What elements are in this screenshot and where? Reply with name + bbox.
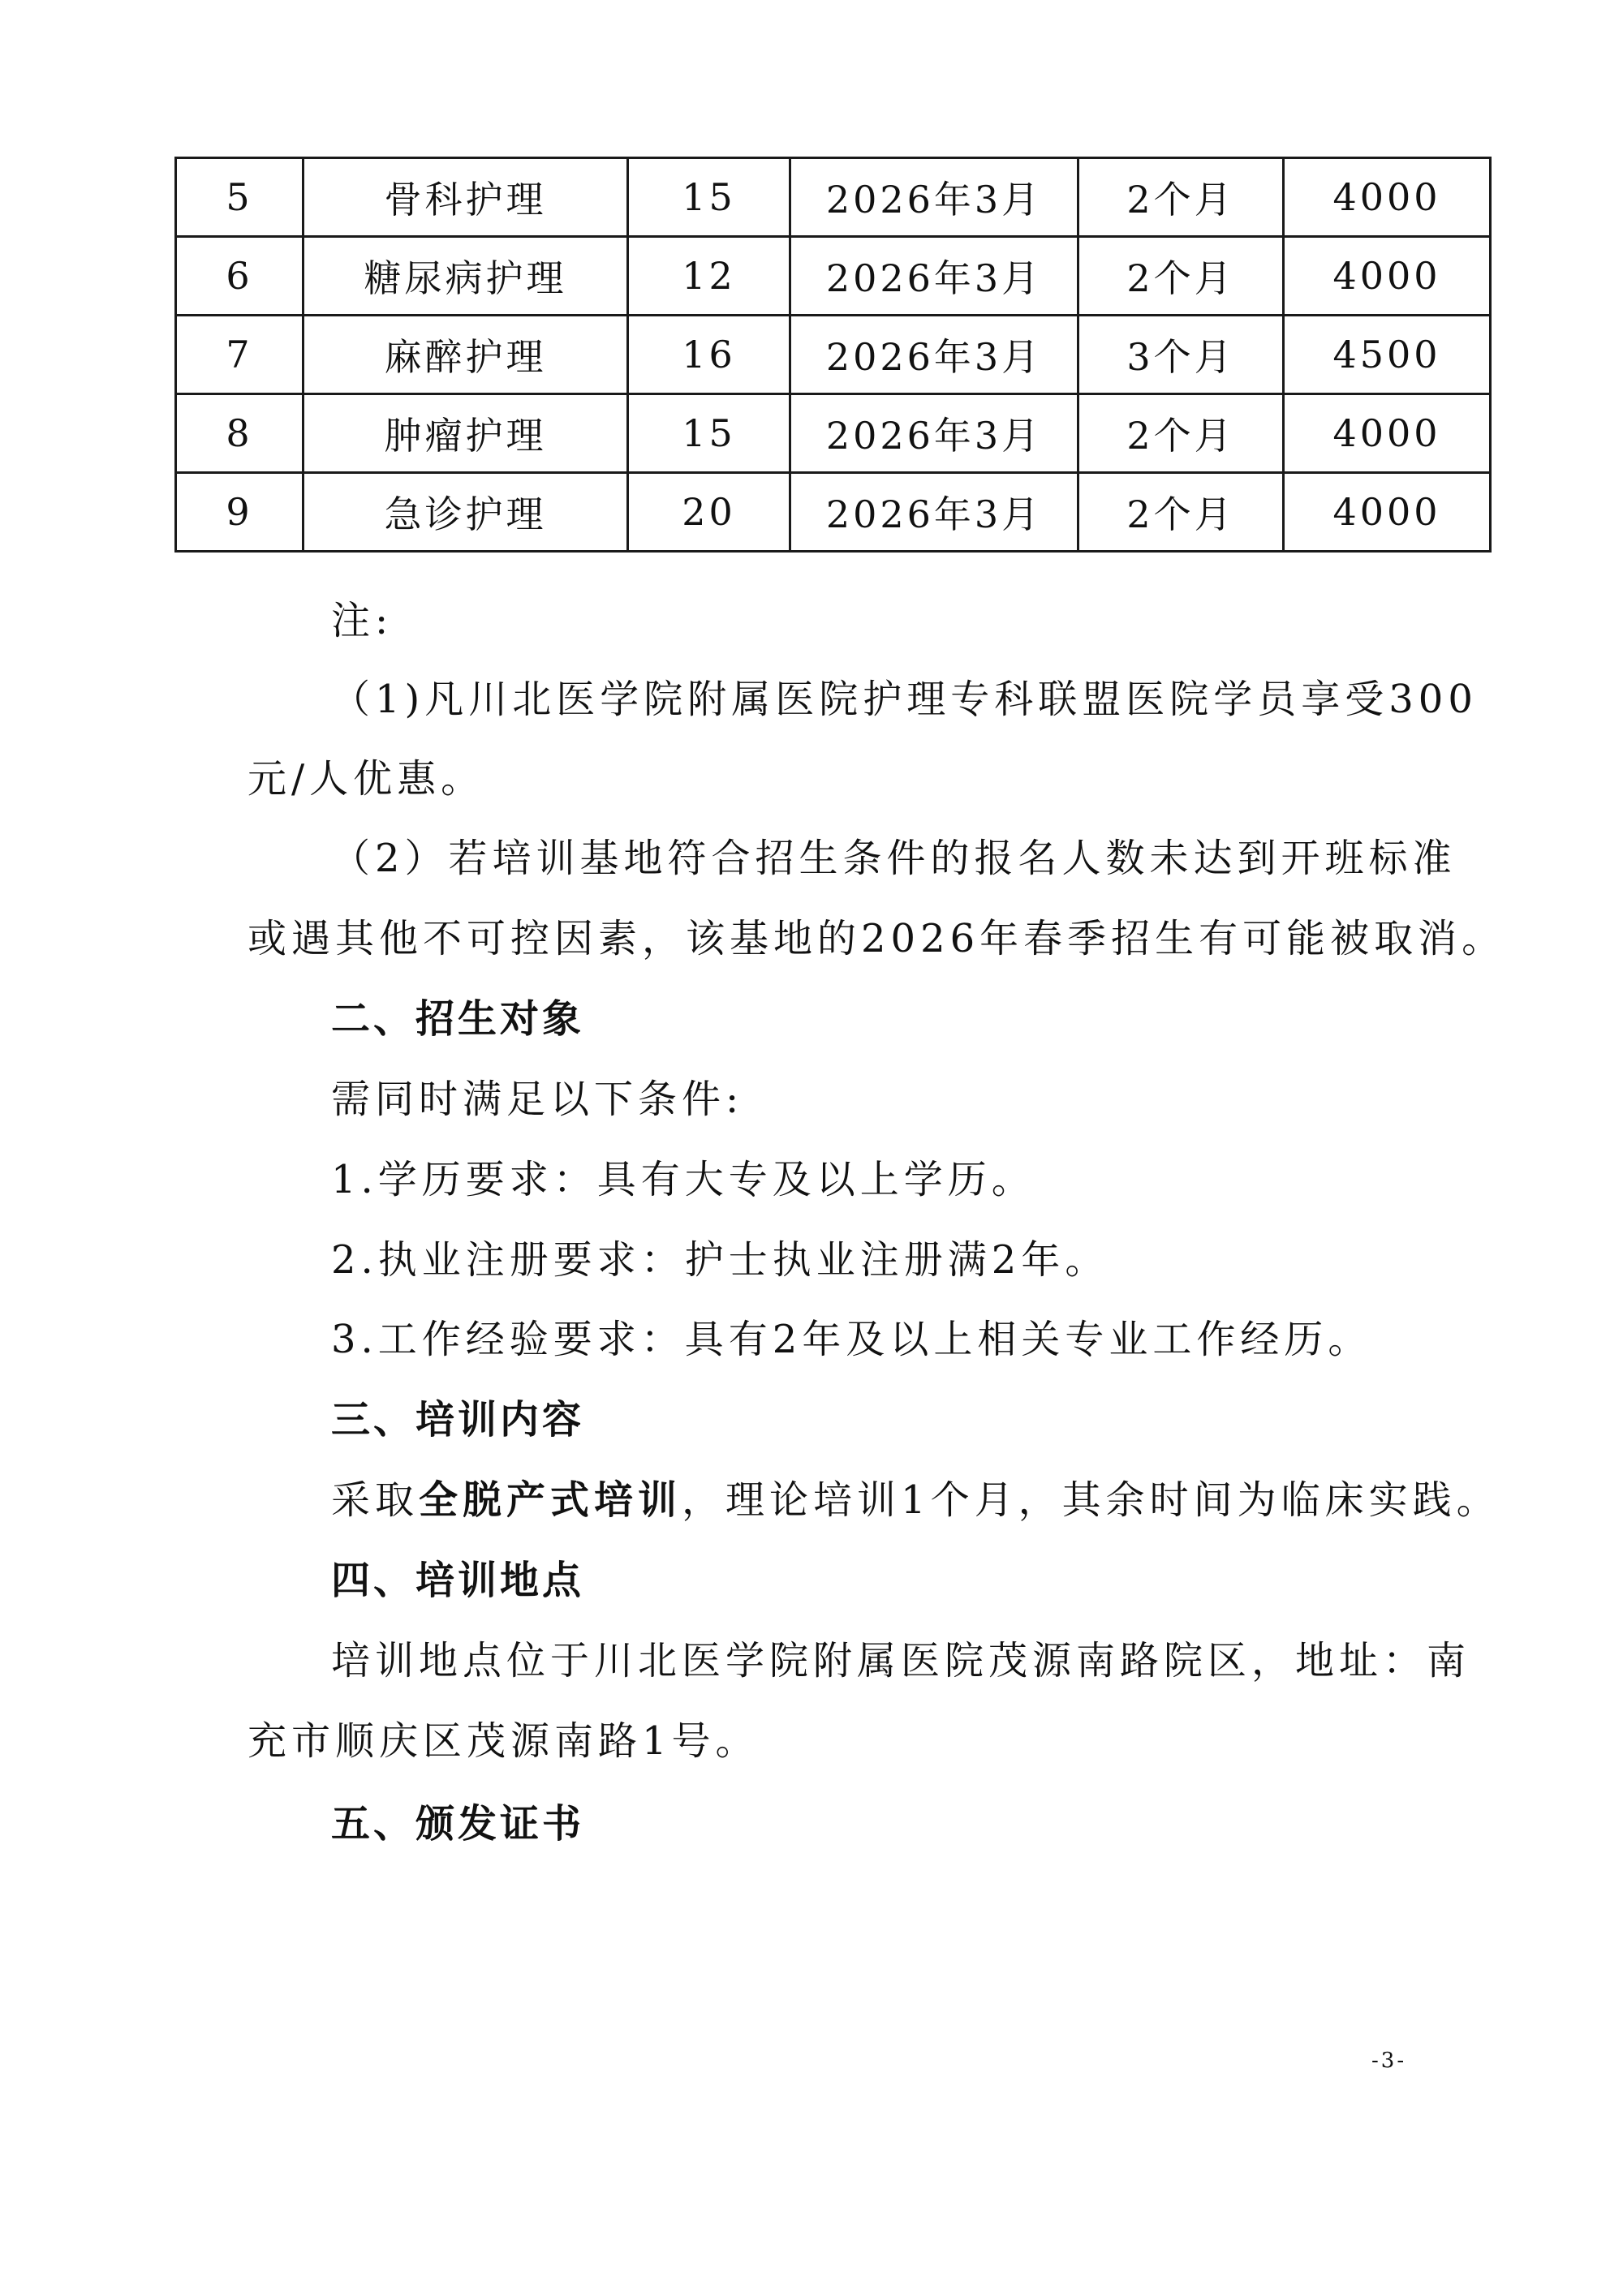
section-3-text-before: 采取: [331, 1477, 420, 1523]
section-3-heading: 三、培训内容: [331, 1397, 585, 1443]
course-name: 麻醉护理: [304, 316, 628, 394]
row-number: 5: [176, 158, 304, 237]
page-number: -3-: [1371, 2049, 1407, 2073]
section-4-heading: 四、培训地点: [331, 1558, 585, 1603]
enrollment-count: 16: [628, 316, 790, 394]
requirement-experience: 3.工作经验要求：具有2年及以上相关专业工作经历。: [331, 1317, 1372, 1362]
start-date: 2026年3月: [790, 316, 1078, 394]
requirement-education: 1.学历要求：具有大专及以上学历。: [331, 1157, 1035, 1202]
row-number: 9: [176, 473, 304, 552]
duration: 2个月: [1078, 237, 1284, 316]
duration: 3个月: [1078, 316, 1284, 394]
table-row: [176, 158, 1491, 237]
start-date: 2026年3月: [790, 158, 1078, 237]
section-2-heading: 二、招生对象: [331, 996, 585, 1042]
enrollment-count: 20: [628, 473, 790, 552]
note-1-line-2: 元/人优惠。: [248, 756, 485, 802]
section-3-text-bold: 全脱产式培训: [419, 1477, 682, 1523]
duration: 2个月: [1078, 394, 1284, 473]
training-schedule-table: [174, 157, 1492, 553]
notes-label: 注:: [331, 598, 394, 643]
enrollment-count: 15: [628, 394, 790, 473]
section-4-line-2: 充市顺庆区茂源南路1号。: [248, 1718, 760, 1764]
start-date: 2026年3月: [790, 473, 1078, 552]
section-5-heading: 五、颁发证书: [331, 1801, 585, 1847]
course-name: 糖尿病护理: [304, 237, 628, 316]
row-number: 7: [176, 316, 304, 394]
requirement-registration: 2.执业注册要求：护士执业注册满2年。: [331, 1237, 1109, 1283]
course-name: 骨科护理: [304, 158, 628, 237]
section-4-line-1: 培训地点位于川北医学院附属医院茂源南路院区，地址：南: [331, 1638, 1471, 1683]
fee: 4500: [1284, 316, 1491, 394]
note-2-line-2: 或遇其他不可控因素，该基地的2026年春季招生有可能被取消。: [248, 916, 1506, 961]
fee: 4000: [1284, 473, 1491, 552]
duration: 2个月: [1078, 158, 1284, 237]
course-name: 肿瘤护理: [304, 394, 628, 473]
section-3-text: [331, 1476, 1500, 1524]
fee: 4000: [1284, 158, 1491, 237]
row-number: 6: [176, 237, 304, 316]
table-row: [176, 237, 1491, 316]
start-date: 2026年3月: [790, 394, 1078, 473]
enrollment-count: 12: [628, 237, 790, 316]
row-number: 8: [176, 394, 304, 473]
section-2-intro: 需同时满足以下条件:: [331, 1077, 744, 1122]
note-1-line-1: （1)凡川北医学院附属医院护理专科联盟医院学员享受300: [331, 677, 1478, 722]
enrollment-count: 15: [628, 158, 790, 237]
start-date: 2026年3月: [790, 237, 1078, 316]
course-name: 急诊护理: [304, 473, 628, 552]
fee: 4000: [1284, 394, 1491, 473]
section-3-text-after: ，理论培训1个月，其余时间为临床实践。: [682, 1477, 1500, 1523]
fee: 4000: [1284, 237, 1491, 316]
table-row: [176, 316, 1491, 394]
table-row: [176, 394, 1491, 473]
table-row: [176, 473, 1491, 552]
note-2-line-1: （2）若培训基地符合招生条件的报名人数未达到开班标准: [331, 836, 1457, 881]
duration: 2个月: [1078, 473, 1284, 552]
